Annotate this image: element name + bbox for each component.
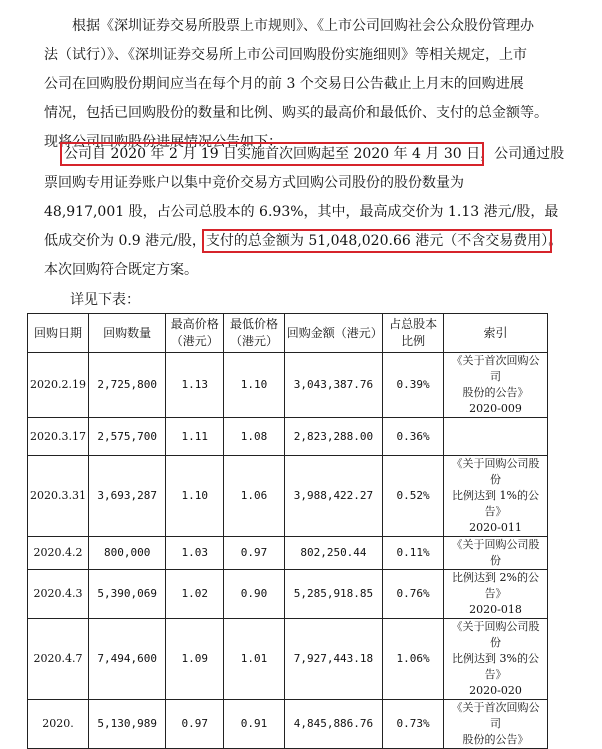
- col-header-amount: 回购金额（港元）: [284, 314, 382, 353]
- table-header-row: [28, 314, 548, 353]
- col-header-index: 索引: [444, 314, 548, 353]
- table-row: [28, 619, 548, 700]
- low-price-cell: 1.08: [224, 418, 285, 456]
- amount-cell: 3,043,387.76: [284, 353, 382, 418]
- index-line: 《关于首次回购公司: [451, 701, 540, 730]
- qty-cell: 3,693,287: [88, 456, 165, 537]
- col-header-pct: 占总股本比例: [383, 314, 444, 353]
- table-row: [28, 456, 548, 537]
- pct-cell: 0.52%: [383, 456, 444, 537]
- high-price-cell: 1.02: [166, 570, 224, 619]
- amount-cell: 3,988,422.27: [284, 456, 382, 537]
- pct-cell: 1.06%: [383, 619, 444, 700]
- index-line: 股份的公告》: [462, 733, 529, 746]
- table-row: [28, 700, 548, 749]
- amount-cell: 5,285,918.85: [284, 570, 382, 619]
- date-cell: 2020.4.2: [28, 537, 89, 570]
- date-cell: 2020.4.3: [28, 570, 89, 619]
- date-cell: 2020.4.7: [28, 619, 89, 700]
- index-line: 《关于回购公司股份: [451, 538, 540, 567]
- index-line: 2020-018: [469, 603, 522, 616]
- low-price-cell: 0.97: [224, 537, 285, 570]
- table-row: [28, 353, 548, 418]
- low-price-cell: 1.01: [224, 619, 285, 700]
- index-line: 《关于回购公司股份: [451, 620, 540, 649]
- high-price-cell: 1.13: [166, 353, 224, 418]
- amount-cell: 802,250.44: [284, 537, 382, 570]
- index-line: 2020-009: [469, 402, 522, 415]
- index-line: 《关于首次回购公司: [451, 354, 540, 383]
- progress-paragraph: [44, 140, 565, 285]
- index-line: 《关于回购公司股份: [451, 457, 540, 486]
- high-price-cell: 1.11: [166, 418, 224, 456]
- index-line: 2020-011: [469, 521, 522, 534]
- table-row: [28, 418, 548, 456]
- progress-line-4: [44, 227, 563, 256]
- pct-cell: 0.39%: [383, 353, 444, 418]
- pct-cell: 0.11%: [383, 537, 444, 570]
- col-header-high: 最高价格（港元）: [166, 314, 224, 353]
- index-line: 股份的公告》: [462, 386, 529, 399]
- qty-cell: 5,390,069: [88, 570, 165, 619]
- table-row: [28, 570, 548, 619]
- progress-line-1: [44, 140, 565, 169]
- qty-cell: 2,575,700: [88, 418, 165, 456]
- col-header-qty: 回购数量: [88, 314, 165, 353]
- intro-line: 现将公司回购股份进展情况公告如下：: [44, 134, 282, 150]
- progress-line-5: 本次回购符合既定方案。: [44, 262, 198, 278]
- col-header-low: 最低价格（港元）: [224, 314, 285, 353]
- qty-cell: 5,130,989: [88, 700, 165, 749]
- index-line: 比例达到 3%的公告》: [452, 652, 539, 681]
- repurchase-table: [27, 313, 548, 749]
- index-cell: [444, 537, 548, 570]
- pct-cell: 0.76%: [383, 570, 444, 619]
- highlight-period: 公司自 2020 年 2 月 19 日实施首次回购起至 2020 年 4 月 30 日: [64, 146, 481, 162]
- intro-paragraph: [44, 12, 552, 157]
- amount-cell: 4,845,886.76: [284, 700, 382, 749]
- low-price-cell: 1.10: [224, 353, 285, 418]
- index-cell: [444, 700, 548, 749]
- highlight-total-amount: 支付的总金额为 51,048,020.66 港元（不含交易费用）: [205, 233, 549, 249]
- index-line: 2020-020: [469, 684, 522, 697]
- index-cell: [444, 353, 548, 418]
- progress-line-3: 48,917,001 股，占公司总股本的 6.93%，其中，最高成交价为 1.13 港元/股，最: [44, 204, 559, 220]
- pct-cell: 0.36%: [383, 418, 444, 456]
- intro-line: 法（试行）》、《深圳证券交易所上市公司回购股份实施细则》等相关规定，上市: [44, 47, 527, 63]
- index-cell: [444, 456, 548, 537]
- high-price-cell: 1.10: [166, 456, 224, 537]
- qty-cell: 2,725,800: [88, 353, 165, 418]
- table-row: [28, 537, 548, 570]
- amount-cell: 2,823,288.00: [284, 418, 382, 456]
- amount-cell: 7,927,443.18: [284, 619, 382, 700]
- index-cell: [444, 570, 548, 619]
- intro-line: 情况，包括已回购股份的数量和比例、购买的最高价和最低价、支付的总金额等。: [44, 105, 548, 121]
- high-price-cell: 1.03: [166, 537, 224, 570]
- date-cell: 2020.3.31: [28, 456, 89, 537]
- index-line: 比例达到 1%的公告》: [452, 489, 539, 518]
- index-line: 比例达到 2%的公告》: [452, 571, 539, 600]
- index-cell: [444, 619, 548, 700]
- progress-line-2: 票回购专用证券账户以集中竞价交易方式回购公司股份的股份数量为: [44, 175, 464, 191]
- progress-line-1-tail: ，公司通过股: [480, 146, 565, 162]
- intro-line: 根据《深圳证券交易所股票上市规则》、《上市公司回购社会公众股份管理办: [72, 18, 534, 34]
- low-price-cell: 0.91: [224, 700, 285, 749]
- progress-line-4-tail: 。: [548, 233, 563, 249]
- date-cell: 2020.2.19: [28, 353, 89, 418]
- date-cell: 2020.: [28, 700, 89, 749]
- note-text: 详见下表：: [70, 292, 140, 308]
- qty-cell: 7,494,600: [88, 619, 165, 700]
- high-price-cell: 1.09: [166, 619, 224, 700]
- low-price-cell: 0.90: [224, 570, 285, 619]
- low-price-cell: 1.06: [224, 456, 285, 537]
- intro-line: 公司在回购股份期间应当在每个月的前 3 个交易日公告截止上月末的回购进展: [44, 76, 524, 92]
- index-cell: [444, 418, 548, 456]
- see-table-note: [44, 286, 552, 315]
- qty-cell: 800,000: [88, 537, 165, 570]
- progress-line-4-head: 低成交价为 0.9 港元/股，: [44, 233, 206, 249]
- pct-cell: 0.73%: [383, 700, 444, 749]
- high-price-cell: 0.97: [166, 700, 224, 749]
- col-header-date: 回购日期: [28, 314, 89, 353]
- date-cell: 2020.3.17: [28, 418, 89, 456]
